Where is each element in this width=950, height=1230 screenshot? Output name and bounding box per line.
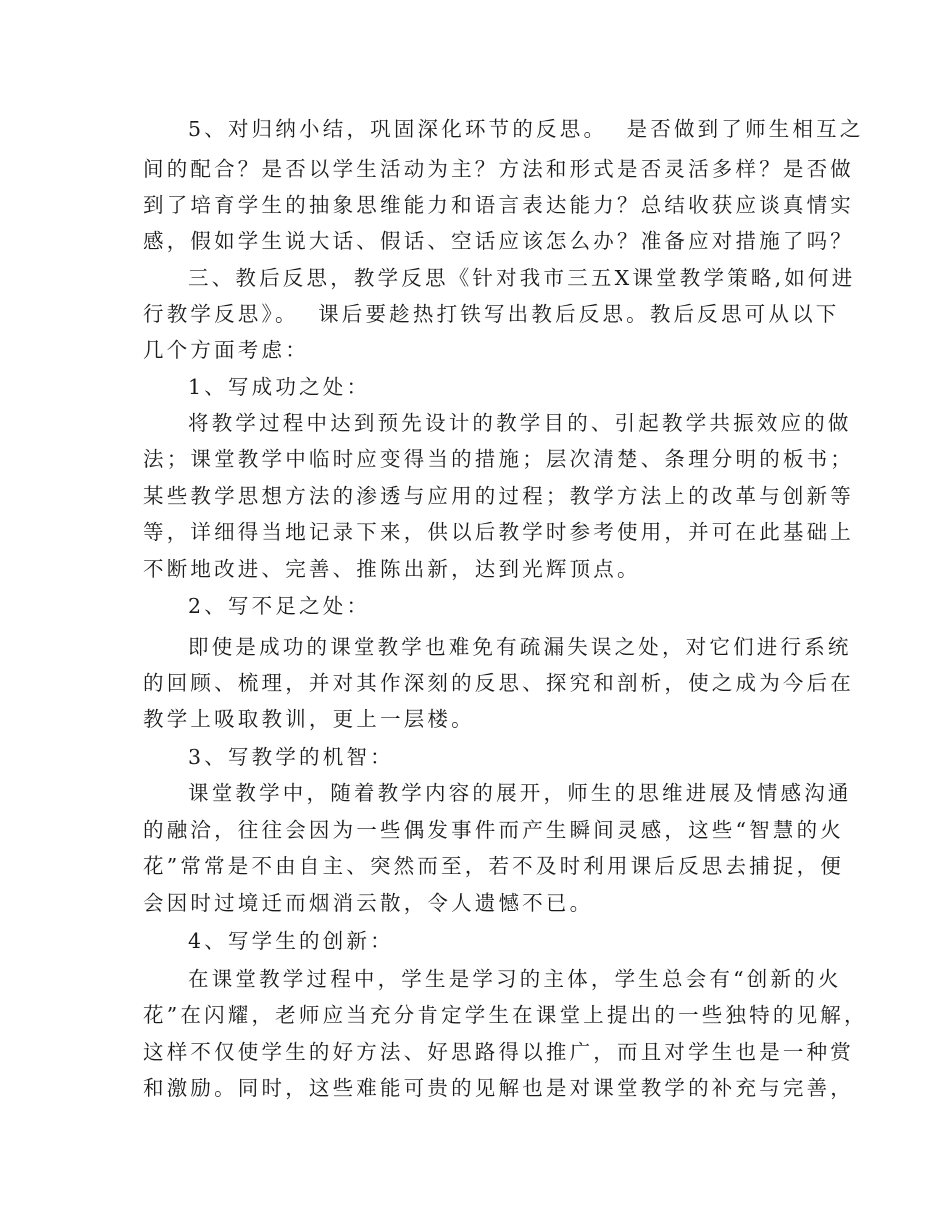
text-line: 的融洽，往往会因为一些偶发事件而产生瞬间灵感，这些“智慧的火 bbox=[143, 818, 844, 842]
text-line: 法；课堂教学中临时应变得当的措施；层次清楚、条理分明的板书； bbox=[143, 447, 854, 471]
section-heading: 3、写教学的机智： bbox=[188, 745, 394, 769]
text-line: 这样不仅使学生的好方法、好思路得以推广，而且对学生也是一种赏 bbox=[143, 1040, 854, 1064]
text-line: 会因时过境迁而烟消云散，令人遗憾不已。 bbox=[143, 891, 594, 915]
text-line: 课堂教学中，随着教学内容的展开，师生的思维进展及情感沟通 bbox=[188, 781, 852, 805]
text-line: 间的配合？是否以学生活动为主？方法和形式是否灵活多样？是否做 bbox=[143, 157, 854, 181]
section-heading: 4、写学生的创新： bbox=[188, 929, 394, 953]
text-line: 不断地改进、完善、推陈出新，达到光辉顶点。 bbox=[143, 557, 641, 581]
text-line: 到了培育学生的抽象思维能力和语言表达能力？总结收获应谈真情实 bbox=[143, 193, 854, 217]
text-line: 感，假如学生说大话、假话、空话应该怎么办？准备应对措施了吗？ bbox=[143, 229, 854, 253]
text-line: 5、对归纳小结，巩固深化环节的反思。 是否做到了师生相互之 bbox=[188, 117, 864, 141]
text-line: 的回顾、梳理，并对其作深刻的反思、探究和剖析，使之成为今后在 bbox=[143, 671, 854, 695]
text-line: 将教学过程中达到预先设计的教学目的、引起教学共振效应的做 bbox=[188, 411, 852, 435]
text-line: 教学上吸取教训，更上一层楼。 bbox=[143, 707, 475, 731]
text-line: 即使是成功的课堂教学也难免有疏漏失误之处，对它们进行系统 bbox=[188, 635, 852, 659]
text-line: 和激励。同时，这些难能可贵的见解也是对课堂教学的补充与完善， bbox=[143, 1076, 854, 1100]
text-line: 三、教后反思，教学反思《针对我市三五X课堂教学策略,如何进 bbox=[188, 266, 856, 290]
section-heading: 2、写不足之处： bbox=[188, 594, 371, 618]
section-heading: 1、写成功之处： bbox=[188, 375, 371, 399]
text-line: 几个方面考虑： bbox=[143, 338, 309, 362]
text-line: 花”常常是不由自主、突然而至，若不及时利用课后反思去捕捉，便 bbox=[143, 854, 844, 878]
text-line: 花”在闪耀，老师应当充分肯定学生在课堂上提出的一些独特的见解， bbox=[143, 1003, 868, 1027]
text-line: 在课堂教学过程中，学生是学习的主体，学生总会有“创新的火 bbox=[188, 967, 842, 991]
text-line: 某些教学思想方法的渗透与应用的过程；教学方法上的改革与创新等 bbox=[143, 484, 854, 508]
text-line: 等，详细得当地记录下来，供以后教学时参考使用，并可在此基础上 bbox=[143, 520, 854, 544]
text-line: 行教学反思》。 课后要趁热打铁写出教后反思。教后反思可从以下 bbox=[143, 302, 840, 326]
